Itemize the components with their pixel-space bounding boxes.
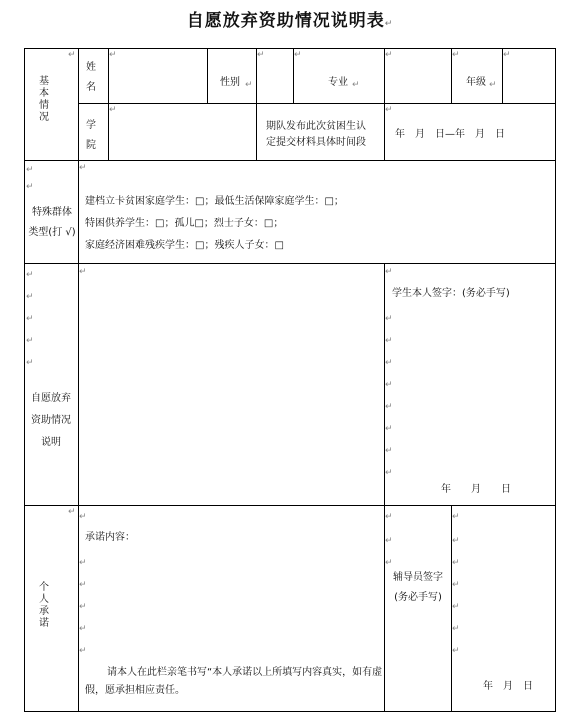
return-mark-icon: ↵ [79,624,87,634]
return-mark-icon: ↵ [385,468,393,478]
return-mark-icon: ↵ [26,182,34,192]
waiver-label: 自愿放弃资助情况说明 [31,393,71,448]
pledge-content-label: 承诺内容： [85,532,135,543]
return-mark-icon: ↵ [245,80,253,90]
grade-field[interactable] [503,50,554,102]
period-label: 期队发布此次贫困生认 定提交材料具体时间段 [266,121,366,148]
return-mark-icon: ↵ [79,512,87,522]
special-group-label: 特殊群体类型(打 √) [28,207,76,238]
return-mark-icon: ↵ [385,336,393,346]
return-mark-icon: ↵ [26,336,34,346]
return-mark-icon: ↵ [26,165,34,175]
basic-info-section-label: 基本情况 [39,76,49,123]
form-title: 自愿放弃资助情况说明表↵ [186,11,394,31]
return-mark-icon: ↵ [452,512,460,522]
counselor-sign-label: 辅导员签字(务必手写) [393,572,443,603]
pledge-content-field[interactable] [79,550,383,660]
return-mark-icon: ↵ [26,314,34,324]
major-field[interactable] [385,50,450,102]
return-mark-icon: ↵ [385,358,393,368]
name-field[interactable] [109,50,206,102]
special-group-options [85,191,344,257]
return-mark-icon: ↵ [385,536,393,546]
return-mark-icon: ↵ [109,105,117,115]
return-mark-icon: ↵ [79,163,87,173]
return-mark-icon: ↵ [452,624,460,634]
return-mark-icon: ↵ [452,536,460,546]
return-mark-icon: ↵ [452,646,460,656]
return-mark-icon: ↵ [452,602,460,612]
pledge-date: 年 月 日 [483,681,533,692]
name-label: 姓名 [86,62,96,93]
return-mark-icon: ↵ [68,50,76,60]
waiver-date: 年 月 日 [441,484,511,495]
return-mark-icon: ↵ [385,105,393,115]
college-field[interactable] [109,105,255,159]
major-label: 专业 [328,77,348,88]
return-mark-icon: ↵ [489,80,497,90]
return-mark-icon: ↵ [385,267,393,277]
college-label: 学院 [86,120,96,151]
special-group-line-2[interactable]: 特困供养学生：□；孤儿□；烈士子女：□； [85,218,284,229]
waiver-explanation-field[interactable] [79,265,383,504]
return-mark-icon: ↵ [68,507,76,517]
return-mark-icon: ↵ [503,50,511,60]
date-range-field[interactable]: 年 月 日—年 月 日 [395,129,505,140]
return-mark-icon: ↵ [452,50,460,60]
return-mark-icon: ↵ [26,358,34,368]
return-mark-icon: ↵ [294,50,302,60]
return-mark-icon: ↵ [385,380,393,390]
return-mark-icon: ↵ [79,580,87,590]
special-group-line-3[interactable]: 家庭经济困难残疾学生：□；残疾人子女：□ [85,240,284,251]
return-mark-icon: ↵ [385,512,393,522]
return-mark-icon: ↵ [26,292,34,302]
counselor-sign-field[interactable] [452,507,554,677]
special-group-line-1[interactable]: 建档立卡贫困家庭学生：□；最低生活保障家庭学生：□； [85,196,344,207]
return-mark-icon: ↵ [385,50,393,60]
return-mark-icon: ↵ [452,558,460,568]
return-mark-icon: ↵ [26,270,34,280]
return-mark-icon: ↵ [385,402,393,412]
return-mark-icon: ↵ [385,558,393,568]
return-mark-icon: ↵ [79,267,87,277]
gender-label: 性别 [220,77,240,88]
return-mark-icon: ↵ [79,646,87,656]
return-mark-icon: ↵ [452,580,460,590]
return-mark-icon: ↵ [384,19,394,29]
return-mark-icon: ↵ [79,602,87,612]
pledge-note: 请本人在此栏亲笔书写“本人承诺以上所填写内容真实，如有虚 假，愿承担相应责任。 [85,667,383,696]
pledge-section-label: 个人承诺 [39,582,49,629]
return-mark-icon: ↵ [385,446,393,456]
return-mark-icon: ↵ [385,314,393,324]
return-mark-icon: ↵ [79,558,87,568]
return-mark-icon: ↵ [109,50,117,60]
return-mark-icon: ↵ [352,80,360,90]
return-mark-icon: ↵ [257,50,265,60]
grade-label: 年级 [466,77,486,88]
student-sign-label: 学生本人签字：(务必手写) [392,288,510,299]
return-mark-icon: ↵ [385,424,393,434]
